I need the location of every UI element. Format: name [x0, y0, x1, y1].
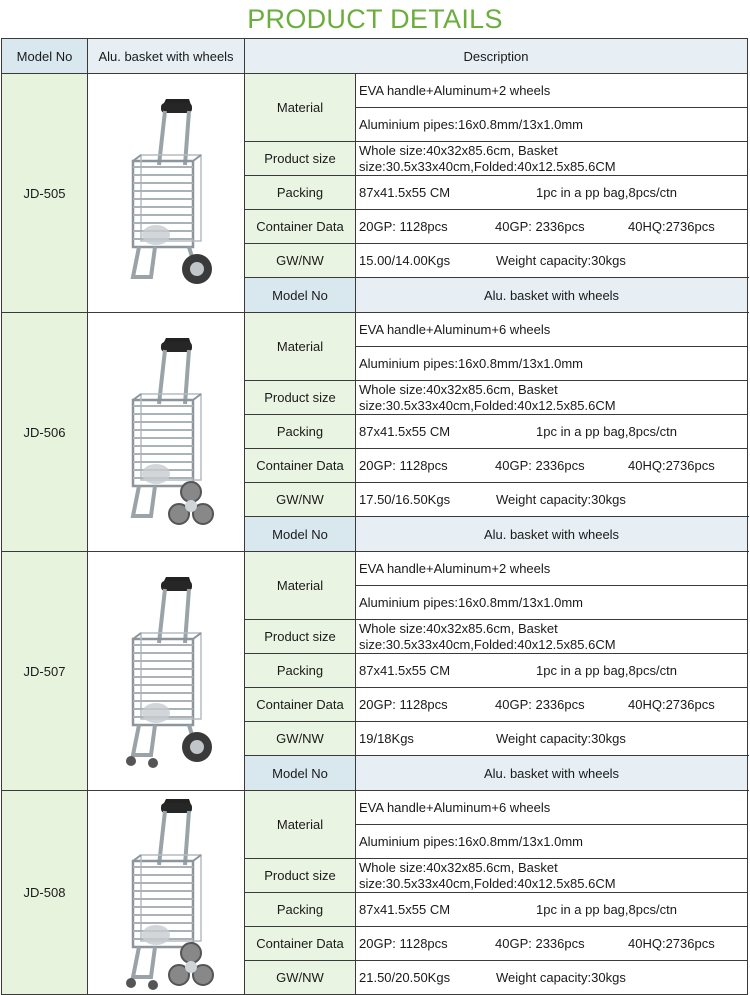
packing-carton-size: 87x41.5x55 CM [359, 423, 451, 439]
packing-quantity: 1pc in a pp bag,8pcs/ctn [536, 901, 677, 917]
weight-capacity: Weight capacity:30kgs [496, 491, 626, 507]
container-data-value [356, 927, 748, 961]
container-40gp: 40GP: 2336pcs [495, 457, 585, 473]
material-label: Material [245, 791, 356, 859]
product-size-value [356, 381, 748, 415]
product-size-line-1: Whole size:40x32x85.6cm, Basket [359, 620, 558, 636]
packing-value [356, 415, 748, 449]
product-size-line-1: Whole size:40x32x85.6cm, Basket [359, 381, 558, 397]
container-data-label: Container Data [245, 449, 356, 483]
container-20gp: 20GP: 1128pcs [359, 696, 448, 712]
header-model-no: Model No [2, 39, 88, 74]
product-image [88, 74, 245, 313]
container-40hq: 40HQ:2736pcs [628, 696, 715, 712]
material-row-1 [2, 552, 748, 586]
header-product-name: Alu. basket with wheels [88, 39, 245, 74]
header-product-name: Alu. basket with wheels [356, 517, 748, 552]
weight-capacity: Weight capacity:30kgs [496, 252, 626, 268]
gross-net-weight: 19/18Kgs [359, 730, 414, 746]
header-model-no: Model No [245, 517, 356, 552]
gw-nw-value [356, 244, 748, 278]
packing-carton-size: 87x41.5x55 CM [359, 901, 451, 917]
header-description: Description [245, 39, 748, 74]
product-image [88, 552, 245, 791]
container-20gp: 20GP: 1128pcs [359, 935, 448, 951]
container-40hq: 40HQ:2736pcs [628, 457, 715, 473]
model-number: JD-508 [2, 791, 88, 995]
container-40hq: 40HQ:2736pcs [628, 935, 715, 951]
material-row-1 [2, 313, 748, 347]
product-size-value [356, 620, 748, 654]
product-size-line-1: Whole size:40x32x85.6cm, Basket [359, 859, 558, 875]
product-size-line-2: size:30.5x33x40cm,Folded:40x12.5x85.6CM [359, 636, 616, 652]
container-40hq: 40HQ:2736pcs [628, 218, 715, 234]
container-40gp: 40GP: 2336pcs [495, 935, 585, 951]
gross-net-weight: 17.50/16.50Kgs [359, 491, 451, 507]
gross-net-weight: 15.00/14.00Kgs [359, 252, 451, 268]
container-data-label: Container Data [245, 927, 356, 961]
container-40gp: 40GP: 2336pcs [495, 696, 585, 712]
material-line-1: EVA handle+Aluminum+2 wheels [356, 74, 748, 108]
product-image [88, 791, 245, 995]
gw-nw-label: GW/NW [245, 961, 356, 995]
packing-label: Packing [245, 176, 356, 210]
gw-nw-value [356, 722, 748, 756]
model-number: JD-507 [2, 552, 88, 791]
header-product-name: Alu. basket with wheels [356, 278, 748, 313]
material-row-1 [2, 791, 748, 825]
header-model-no: Model No [245, 756, 356, 791]
model-number: JD-505 [2, 74, 88, 313]
header-model-no: Model No [245, 278, 356, 313]
header-product-name: Alu. basket with wheels [356, 756, 748, 791]
product-details-table [1, 38, 748, 995]
material-label: Material [245, 74, 356, 142]
product-size-line-2: size:30.5x33x40cm,Folded:40x12.5x85.6CM [359, 875, 616, 891]
packing-quantity: 1pc in a pp bag,8pcs/ctn [536, 423, 677, 439]
container-data-label: Container Data [245, 210, 356, 244]
gw-nw-label: GW/NW [245, 722, 356, 756]
container-20gp: 20GP: 1128pcs [359, 218, 448, 234]
packing-value [356, 654, 748, 688]
material-line-2: Aluminium pipes:16x0.8mm/13x1.0mm [356, 108, 748, 142]
gross-net-weight: 21.50/20.50Kgs [359, 969, 451, 985]
packing-quantity: 1pc in a pp bag,8pcs/ctn [536, 662, 677, 678]
gw-nw-label: GW/NW [245, 483, 356, 517]
material-line-1: EVA handle+Aluminum+6 wheels [356, 791, 748, 825]
product-size-line-2: size:30.5x33x40cm,Folded:40x12.5x85.6CM [359, 397, 616, 413]
material-line-2: Aluminium pipes:16x0.8mm/13x1.0mm [356, 825, 748, 859]
page-title: PRODUCT DETAILS [247, 4, 503, 34]
product-size-label: Product size [245, 620, 356, 654]
material-line-2: Aluminium pipes:16x0.8mm/13x1.0mm [356, 347, 748, 381]
trolley-icon [111, 334, 221, 530]
gw-nw-label: GW/NW [245, 244, 356, 278]
packing-quantity: 1pc in a pp bag,8pcs/ctn [536, 184, 677, 200]
packing-carton-size: 87x41.5x55 CM [359, 662, 451, 678]
material-label: Material [245, 552, 356, 620]
material-line-1: EVA handle+Aluminum+2 wheels [356, 552, 748, 586]
packing-label: Packing [245, 654, 356, 688]
container-data-value [356, 210, 748, 244]
weight-capacity: Weight capacity:30kgs [496, 969, 626, 985]
product-size-label: Product size [245, 859, 356, 893]
material-label: Material [245, 313, 356, 381]
container-20gp: 20GP: 1128pcs [359, 457, 448, 473]
gw-nw-value [356, 483, 748, 517]
material-row-1 [2, 74, 748, 108]
packing-value [356, 176, 748, 210]
container-data-label: Container Data [245, 688, 356, 722]
product-size-value [356, 859, 748, 893]
product-size-line-1: Whole size:40x32x85.6cm, Basket [359, 142, 558, 158]
container-data-value [356, 449, 748, 483]
material-line-2: Aluminium pipes:16x0.8mm/13x1.0mm [356, 586, 748, 620]
product-size-line-2: size:30.5x33x40cm,Folded:40x12.5x85.6CM [359, 158, 616, 174]
container-data-value [356, 688, 748, 722]
gw-nw-value [356, 961, 748, 995]
product-size-label: Product size [245, 381, 356, 415]
packing-carton-size: 87x41.5x55 CM [359, 184, 451, 200]
product-image [88, 313, 245, 552]
container-40gp: 40GP: 2336pcs [495, 218, 585, 234]
packing-value [356, 893, 748, 927]
product-size-value [356, 142, 748, 176]
model-number: JD-506 [2, 313, 88, 552]
table-header-row [2, 39, 748, 74]
weight-capacity: Weight capacity:30kgs [496, 730, 626, 746]
trolley-icon [111, 573, 221, 769]
product-size-label: Product size [245, 142, 356, 176]
packing-label: Packing [245, 415, 356, 449]
material-line-1: EVA handle+Aluminum+6 wheels [356, 313, 748, 347]
trolley-icon [111, 95, 221, 291]
trolley-icon [111, 795, 221, 991]
packing-label: Packing [245, 893, 356, 927]
